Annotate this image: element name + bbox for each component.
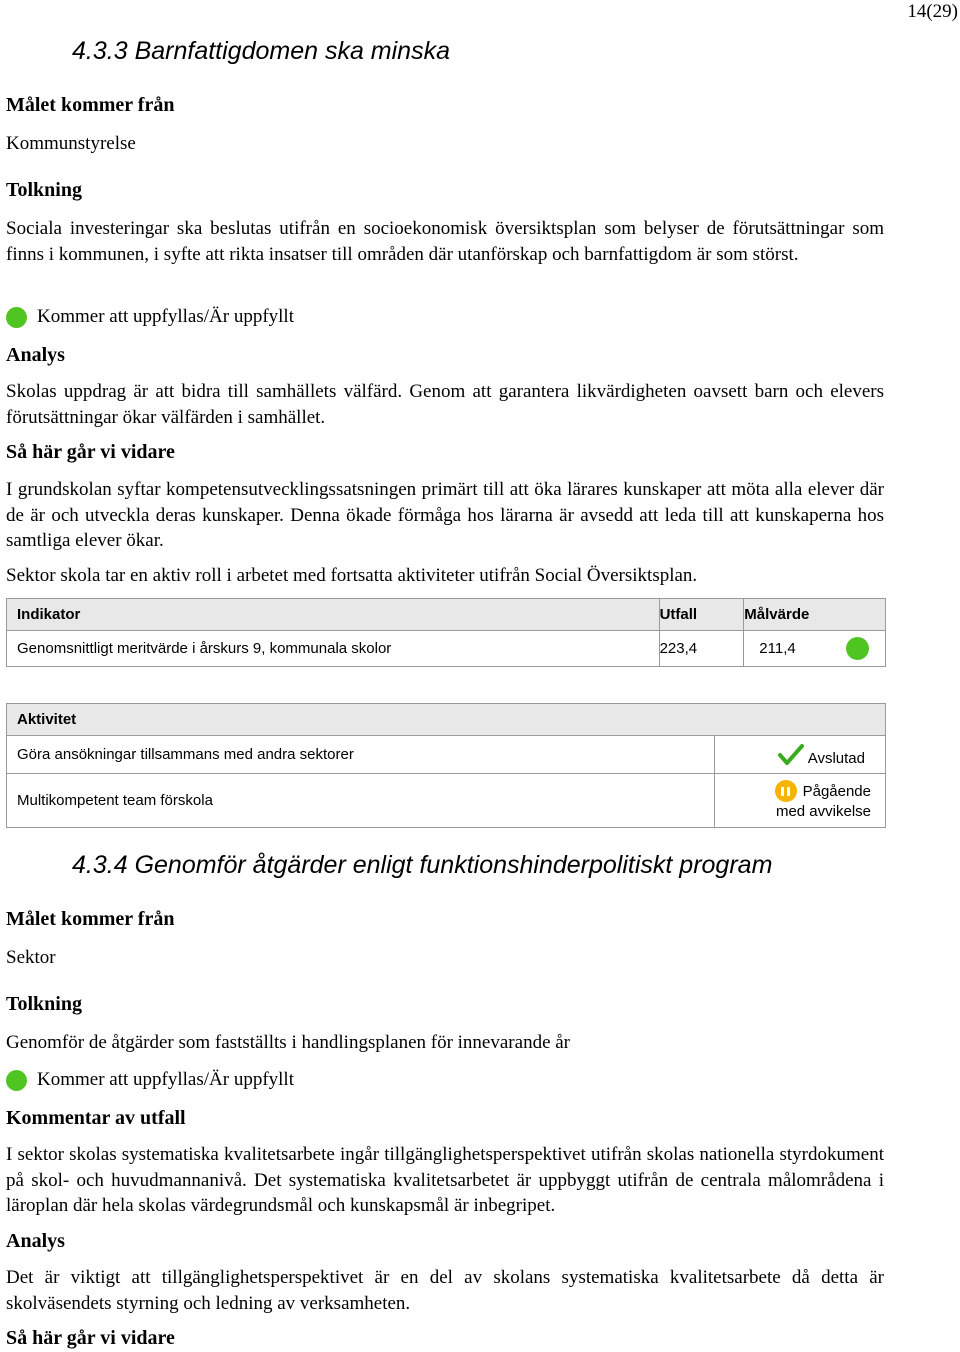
label-tolkning: Tolkning xyxy=(6,993,82,1015)
checkmark-icon xyxy=(778,742,804,768)
analys-text: Det är viktigt att tillgänglighetsperspektivet är en del av skolans systematiska kvalitetsarbete då detta är skolväsendets styrning och ledning av verksamheten. xyxy=(6,1267,884,1314)
goal-status xyxy=(6,306,294,328)
label-analys: Analys xyxy=(6,344,65,366)
status-green-icon xyxy=(6,307,27,328)
label-kommentar: Kommentar av utfall xyxy=(6,1107,186,1129)
activity-name: Multikompetent team förskola xyxy=(7,774,715,828)
label-next-steps: Så här går vi vidare xyxy=(6,441,175,463)
goal-source-value: Sektor xyxy=(6,947,56,968)
col-header-indikator: Indikator xyxy=(7,599,660,631)
next-steps-text-2: Sektor skola tar en aktiv roll i arbetet med fortsatta aktiviteter utifrån Social Översiktsplan. xyxy=(6,565,698,586)
col-header-utfall: Utfall xyxy=(659,599,744,631)
status-green-icon xyxy=(846,637,869,660)
label-tolkning: Tolkning xyxy=(6,179,82,201)
activity-status-cell xyxy=(715,736,886,774)
kommentar-text: I sektor skolas systematiska kvalitetsarbete ingår tillgänglighetsperspektivet utifrån skolas nationella styrdokument på skol- och huvudmannanivå. Det systematiska kvalitetsarbetet är uppbyggt utifrån de centrala målområdena i läroplan där hela skolas värdegrundsmål och kunskapsmål är inbegripet. xyxy=(6,1144,884,1216)
goal-source-value: Kommunstyrelse xyxy=(6,133,136,154)
page-number: 14(29) xyxy=(907,1,958,22)
activity-status-cell xyxy=(715,774,886,828)
indicator-utfall: 223,4 xyxy=(659,631,744,667)
indicator-table xyxy=(6,598,886,667)
activity-name: Göra ansökningar tillsammans med andra sektorer xyxy=(7,736,715,774)
label-goal-source: Målet kommer från xyxy=(6,94,175,116)
col-header-malvarde: Målvärde xyxy=(744,599,886,631)
table-row xyxy=(7,631,886,667)
activity-status-line1: Pågående xyxy=(802,782,871,800)
label-goal-source: Målet kommer från xyxy=(6,908,175,930)
tolkning-text: Sociala investeringar ska beslutas utifrån en socioekonomisk översiktsplan som belyser de förutsättningar som finns i kommunen, i syfte att rikta insatser till områden där utanförskap och barnfattigdom är som störst. xyxy=(6,218,884,265)
pause-icon xyxy=(775,780,797,802)
section-heading-4-3-3 xyxy=(72,37,450,66)
activity-table xyxy=(6,703,886,828)
indicator-malvarde: 211,4 xyxy=(759,640,796,657)
section-number: 4.3.3 xyxy=(72,37,128,65)
indicator-name: Genomsnittligt meritvärde i årskurs 9, kommunala skolor xyxy=(7,631,660,667)
indicator-target-cell xyxy=(744,631,886,667)
section-title: Genomför åtgärder enligt funktionshinderpolitiskt program xyxy=(134,851,773,879)
next-steps-text-1: I grundskolan syftar kompetensutvecklingssatsningen primärt till att öka lärares kunskaper att möta alla elever där de är och utveckla deras kunskaper. Denna ökade förmåga hos lärarna är avsedd att leda till att kunskaperna hos samtliga elever ökar. xyxy=(6,479,884,551)
analys-text: Skolas uppdrag är att bidra till samhällets välfärd. Genom att garantera likvärdigheten oavsett barn och elevers förutsättningar ökar välfärden i samhället. xyxy=(6,381,884,428)
goal-status-label: Kommer att uppfyllas/Är uppfyllt xyxy=(37,1069,294,1090)
tolkning-text: Genomför de åtgärder som fastställts i handlingsplanen för innevarande år xyxy=(6,1032,571,1053)
goal-status xyxy=(6,1069,294,1091)
section-heading-4-3-4 xyxy=(72,851,772,880)
label-next-steps: Så här går vi vidare xyxy=(6,1327,175,1349)
table-row xyxy=(7,774,886,828)
col-header-aktivitet: Aktivitet xyxy=(7,704,886,736)
section-title: Barnfattigdomen ska minska xyxy=(134,37,450,65)
table-row xyxy=(7,736,886,774)
activity-status: Avslutad xyxy=(807,750,865,767)
activity-status-line2: med avvikelse xyxy=(775,803,871,820)
section-number: 4.3.4 xyxy=(72,851,128,879)
goal-status-label: Kommer att uppfyllas/Är uppfyllt xyxy=(37,306,294,327)
label-analys: Analys xyxy=(6,1230,65,1252)
status-green-icon xyxy=(6,1070,27,1091)
